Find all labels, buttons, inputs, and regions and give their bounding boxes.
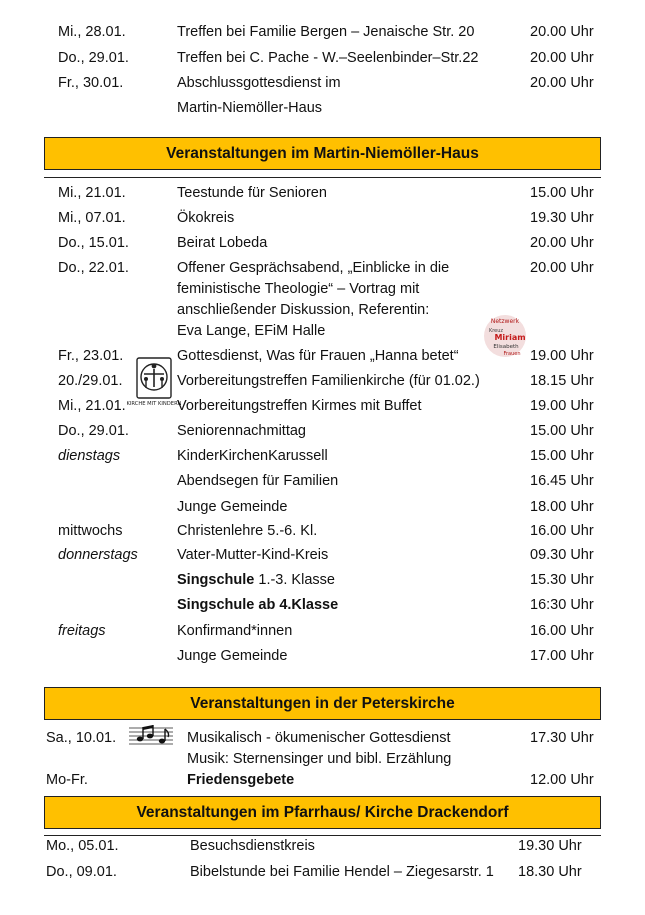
list-item-continued xyxy=(0,748,645,770)
event-date: donnerstags xyxy=(58,547,138,563)
list-item xyxy=(0,727,645,749)
event-desc: Treffen bei C. Pache - W.–Seelenbinder–Str.22 xyxy=(177,50,479,66)
event-date: freitags xyxy=(58,623,106,639)
list-item xyxy=(0,470,645,492)
event-time: 15.30 Uhr xyxy=(530,572,594,588)
list-item-continued xyxy=(0,97,645,119)
event-desc-rest: 1.-3. Klasse xyxy=(254,572,335,588)
event-time: 19.00 Uhr xyxy=(530,398,594,414)
logo-text: Elisabeth xyxy=(493,344,519,350)
event-time: 15.00 Uhr xyxy=(530,423,594,439)
list-item xyxy=(0,594,645,616)
event-desc: Besuchsdienstkreis xyxy=(190,838,315,854)
event-time: 15.00 Uhr xyxy=(530,448,594,464)
event-desc-line: Eva Lange, EFiM Halle xyxy=(177,323,326,339)
list-item xyxy=(0,72,645,94)
list-item xyxy=(0,232,645,254)
event-date: Mi., 21.01. xyxy=(58,185,126,201)
event-desc: Friedensgebete xyxy=(187,772,295,788)
event-desc-line2: Musik: Sternensinger und bibl. Erzählung xyxy=(187,751,452,767)
event-desc: Vorbereitungstreffen Familienkirche (für 01.02.) xyxy=(177,373,480,389)
event-desc: Abschlussgottesdienst im xyxy=(177,75,341,91)
event-time: 20.00 Uhr xyxy=(530,235,594,251)
event-date: Mi., 21.01. xyxy=(58,398,126,414)
event-desc xyxy=(177,594,338,616)
logo-text: Netzwerk xyxy=(490,318,520,325)
list-item xyxy=(0,345,645,367)
event-date: 20./29.01. xyxy=(58,370,123,392)
event-desc: Teestunde für Senioren xyxy=(177,185,327,201)
list-item xyxy=(0,445,645,467)
event-desc: KinderKirchenKarussell xyxy=(177,448,328,464)
list-item-continued xyxy=(0,278,645,300)
list-item-continued xyxy=(0,299,645,321)
event-desc: Junge Gemeinde xyxy=(177,648,288,664)
event-time: 16.45 Uhr xyxy=(530,473,594,489)
event-time: 12.00 Uhr xyxy=(530,772,594,788)
list-item xyxy=(0,520,645,542)
event-time: 20.00 Uhr xyxy=(530,50,594,66)
list-item xyxy=(0,370,645,392)
event-desc-line: feministische Theologie“ – Vortrag mit xyxy=(177,281,420,297)
list-item xyxy=(0,861,645,883)
event-date: Sa., 10.01. xyxy=(46,730,117,746)
list-item xyxy=(0,21,645,43)
section-header-martin-niemoeller-haus xyxy=(44,137,601,170)
event-desc: Abendsegen für Familien xyxy=(177,473,339,489)
event-time: 20.00 Uhr xyxy=(530,260,594,276)
event-desc: Vorbereitungstreffen Kirmes mit Buffet xyxy=(177,398,422,414)
event-desc: Gottesdienst, Was für Frauen „Hanna betet“ xyxy=(177,348,459,364)
event-date: Do., 29.01. xyxy=(58,423,129,439)
event-time: 17.00 Uhr xyxy=(530,648,594,664)
event-date: Mi., 07.01. xyxy=(58,210,126,226)
event-date: Mi., 28.01. xyxy=(58,24,126,40)
event-desc: Junge Gemeinde xyxy=(177,499,288,515)
logo-text: Frauen xyxy=(503,351,521,357)
section-header-peterskirche xyxy=(44,687,601,720)
logo-text: KIRCHE MIT KINDERN xyxy=(126,401,182,407)
list-item xyxy=(0,645,645,667)
event-desc: Seniorennachmittag xyxy=(177,423,306,439)
event-time: 19.30 Uhr xyxy=(530,210,594,226)
event-date: Do., 09.01. xyxy=(46,864,117,880)
event-time: 20.00 Uhr xyxy=(530,75,594,91)
section-title: Veranstaltungen im Martin-Niemöller-Haus xyxy=(166,145,479,162)
list-item xyxy=(0,569,645,591)
event-desc: Treffen bei Familie Bergen – Jenaische Str. 20 xyxy=(177,24,475,40)
event-desc-line: anschließender Diskussion, Referentin: xyxy=(177,302,430,318)
event-date: mittwochs xyxy=(58,523,123,539)
event-time: 17.30 Uhr xyxy=(530,730,594,746)
event-desc: Beirat Lobeda xyxy=(177,235,268,251)
event-desc: Bibelstunde bei Familie Hendel – Ziegesarstr. 1 xyxy=(190,864,494,880)
event-time: 18.30 Uhr xyxy=(518,864,582,880)
event-date: Mo., 05.01. xyxy=(46,838,119,854)
event-desc xyxy=(177,569,335,591)
event-time: 16.00 Uhr xyxy=(530,523,594,539)
list-item xyxy=(0,257,645,279)
event-desc-bold: Singschule ab 4.Klasse xyxy=(177,597,339,613)
event-desc: Ökokreis xyxy=(177,210,235,226)
event-date: Do., 15.01. xyxy=(58,235,129,251)
list-item xyxy=(0,182,645,204)
logo-text: Kreuz xyxy=(488,328,504,334)
event-desc: Christenlehre 5.-6. Kl. xyxy=(177,523,318,539)
event-time: 09.30 Uhr xyxy=(530,547,594,563)
list-item xyxy=(0,769,645,791)
event-date: dienstags xyxy=(58,448,121,464)
list-item xyxy=(0,47,645,69)
event-desc: Offener Gesprächsabend, „Einblicke in die xyxy=(177,260,450,276)
list-item xyxy=(0,496,645,518)
event-date: Do., 29.01. xyxy=(58,50,129,66)
list-item xyxy=(0,395,645,417)
divider xyxy=(44,177,601,178)
list-item xyxy=(0,544,645,566)
event-desc: Vater-Mutter-Kind-Kreis xyxy=(177,547,329,563)
event-desc: Konfirmand*innen xyxy=(177,623,293,639)
event-time: 20.00 Uhr xyxy=(530,24,594,40)
logo-text: Miriam xyxy=(494,333,526,342)
event-date: Mo-Fr. xyxy=(46,772,88,788)
list-item xyxy=(0,835,645,857)
list-item-continued xyxy=(0,320,645,342)
event-time: 18.15 Uhr xyxy=(530,373,594,389)
event-time: 16.00 Uhr xyxy=(530,623,594,639)
list-item xyxy=(0,207,645,229)
event-time: 18.00 Uhr xyxy=(530,499,594,515)
event-desc-bold: Singschule xyxy=(177,572,255,588)
event-desc-line2: Martin-Niemöller-Haus xyxy=(177,100,323,116)
event-date: Fr., 23.01. xyxy=(58,348,124,364)
section-header-drackendorf xyxy=(44,796,601,829)
event-time: 19.00 Uhr xyxy=(530,348,594,364)
event-time: 16:30 Uhr xyxy=(530,597,594,613)
event-time: 19.30 Uhr xyxy=(518,838,582,854)
event-date: Do., 22.01. xyxy=(58,260,129,276)
event-desc: Musikalisch - ökumenischer Gottesdienst xyxy=(187,730,451,746)
section-title: Veranstaltungen im Pfarrhaus/ Kirche Drackendorf xyxy=(136,804,509,821)
event-time: 15.00 Uhr xyxy=(530,185,594,201)
list-item xyxy=(0,620,645,642)
list-item xyxy=(0,420,645,442)
event-date: Fr., 30.01. xyxy=(58,75,124,91)
section-title: Veranstaltungen in der Peterskirche xyxy=(190,695,455,712)
